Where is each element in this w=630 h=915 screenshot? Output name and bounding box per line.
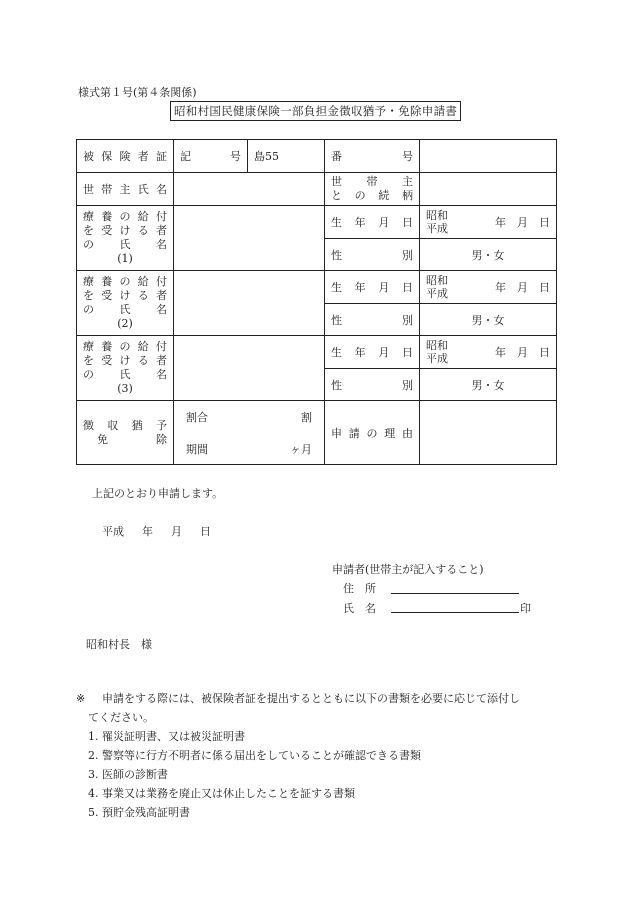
era-showa: 昭和 [426, 209, 448, 222]
application-date[interactable] [102, 523, 229, 539]
birth-label: 生 年 月 日 [325, 336, 420, 369]
deferral-label-line-1: 徴 収 猶 予 [83, 418, 167, 432]
ratio-label: 割合 [186, 410, 208, 424]
relation-label [325, 173, 420, 206]
birth-label: 生 年 月 日 [325, 271, 420, 304]
date-day: 日 [200, 525, 211, 538]
name-line[interactable] [391, 612, 519, 613]
ymd-label: 年 月 日 [495, 346, 550, 359]
date-year: 年 [142, 525, 153, 538]
seal-mark: 印 [520, 602, 531, 615]
recipient-label-2 [77, 271, 174, 336]
recipient-number: (2) [117, 317, 133, 330]
recipient-label-3 [77, 336, 174, 401]
recipient-label-line: 療 養 の 給 付 [83, 340, 167, 353]
period-label: 期間 [186, 442, 208, 456]
recipient-label-line: を 受 け る 者 [83, 224, 167, 237]
ratio-period-cell[interactable] [174, 401, 325, 465]
relation-label-line-1: 世 帯 主 [331, 175, 413, 188]
sex-field-3[interactable]: 男・女 [420, 369, 557, 401]
recipient-number: (1) [117, 252, 133, 265]
relation-field[interactable] [420, 173, 557, 206]
list-item: 1. 罹災証明書、又は被災証明書 [88, 730, 245, 743]
address-line[interactable] [391, 593, 519, 594]
kigo-label-cell [174, 140, 248, 173]
applicant-heading: 申請者(世帯主が記入すること) [332, 563, 484, 576]
list-item: 4. 事業又は業務を廃止又は休止したことを証する書類 [88, 787, 355, 800]
date-month: 月 [171, 525, 182, 538]
era-heisei: 平成 [426, 352, 448, 365]
deferral-label [77, 401, 174, 465]
notes-intro-2: てください。 [88, 711, 154, 724]
recipient-name-field-1[interactable] [174, 206, 325, 271]
birth-field-3[interactable] [420, 336, 557, 369]
application-table [76, 139, 557, 465]
relation-label-line-2: と の 続 柄 [331, 189, 413, 202]
recipient-label-line: 療 養 の 給 付 [83, 275, 167, 288]
recipient-label-line: の 氏 名 [83, 368, 167, 381]
era-showa: 昭和 [426, 274, 448, 287]
birth-field-2[interactable] [420, 271, 557, 304]
sex-field-2[interactable]: 男・女 [420, 304, 557, 336]
address-label: 住 所 [343, 582, 376, 595]
birth-label: 生 年 月 日 [325, 206, 420, 239]
period-unit: ヶ月 [290, 442, 312, 456]
birth-field-1[interactable] [420, 206, 557, 239]
document-title: 昭和村国民健康保険一部負担金徴収猶予・免除申請書 [170, 101, 461, 121]
date-era: 平成 [102, 525, 124, 538]
insurance-card-label: 被保険者証 [77, 140, 174, 173]
list-item: 3. 医師の診断書 [88, 768, 168, 781]
recipient-label-line: を 受 け る 者 [83, 354, 167, 367]
bango-label-cell [325, 140, 420, 173]
required-documents-list [76, 727, 556, 822]
sex-label: 性 別 [325, 239, 420, 271]
list-item: 5. 預貯金残高証明書 [88, 806, 190, 819]
bango-value[interactable] [420, 140, 557, 173]
ratio-unit: 割 [301, 410, 312, 424]
sex-label: 性 別 [325, 304, 420, 336]
recipient-number: (3) [117, 382, 133, 395]
recipient-label-line: を 受 け る 者 [83, 289, 167, 302]
ymd-label: 年 月 日 [495, 216, 550, 229]
householder-name-label: 世帯主氏名 [77, 173, 174, 206]
sex-field-1[interactable]: 男・女 [420, 239, 557, 271]
recipient-name-field-2[interactable] [174, 271, 325, 336]
recipient-label-line: の 氏 名 [83, 238, 167, 251]
kigo-value[interactable]: 島55 [248, 140, 325, 173]
reason-field[interactable] [420, 401, 557, 465]
recipient-name-field-3[interactable] [174, 336, 325, 401]
kigo-label: 記 [180, 150, 191, 163]
notes-section [76, 689, 556, 822]
ymd-label: 年 月 日 [495, 281, 550, 294]
note-mark: ※ [76, 692, 86, 705]
recipient-label-1 [77, 206, 174, 271]
era-heisei: 平成 [426, 222, 448, 235]
sex-label: 性 別 [325, 369, 420, 401]
bango-label: 番 [331, 150, 342, 163]
era-heisei: 平成 [426, 287, 448, 300]
recipient-label-line: の 氏 名 [83, 303, 167, 316]
householder-name-field[interactable] [174, 173, 325, 206]
era-showa: 昭和 [426, 339, 448, 352]
recipient-label-line: 療 養 の 給 付 [83, 210, 167, 223]
addressee: 昭和村長 様 [86, 638, 152, 651]
list-item: 2. 警察等に行方不明者に係る届出をしていることが確認できる書類 [88, 749, 421, 762]
kigo-label-2: 号 [230, 150, 241, 163]
reason-label: 申請の理由 [325, 401, 420, 465]
bango-label-2: 号 [402, 150, 413, 163]
deferral-label-line-2: 免 除 [97, 432, 167, 446]
name-label: 氏 名 [343, 602, 376, 615]
declaration-text: 上記のとおり申請します。 [92, 487, 224, 500]
form-number: 様式第１号(第４条関係) [78, 86, 197, 99]
notes-intro-1: 申請をする際には、被保険者証を提出するとともに以下の書類を必要に応じて添付し [102, 692, 520, 705]
